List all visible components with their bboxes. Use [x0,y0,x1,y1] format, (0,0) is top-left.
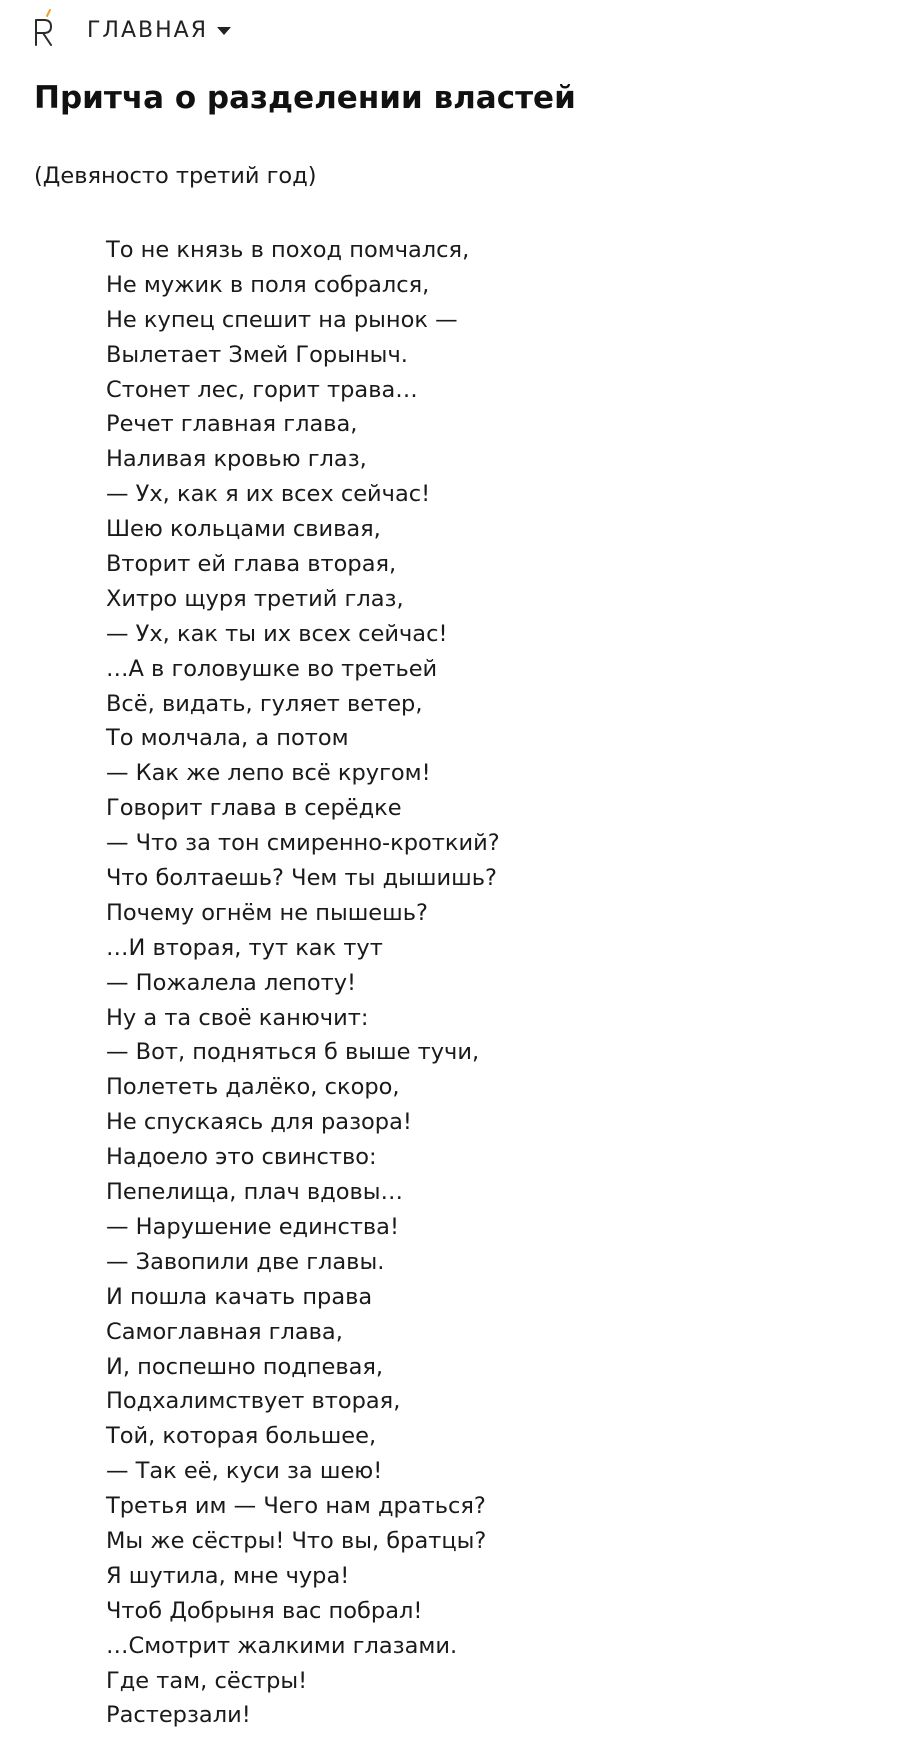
article-subtitle: (Девяносто третий год) [34,163,317,189]
poem-line: Не спускаясь для разора! [106,1109,412,1136]
poem-line: Говорит глава в серёдке [106,795,402,822]
poem-line: Наливая кровью глаз, [106,446,367,473]
site-logo[interactable] [33,8,59,46]
main-nav-dropdown[interactable] [87,14,231,46]
poem-line: — Ух, как я их всех сейчас! [106,481,431,508]
poem-line: Мы же сёстры! Что вы, братцы? [106,1527,487,1554]
poem-line: И пошла качать права [106,1283,373,1310]
poem-line: Чтоб Добрыня вас побрал! [106,1597,423,1624]
poem-line: Я шутила, мне чура! [106,1562,350,1589]
poem-line: Подхалимствует вторая, [106,1388,401,1415]
poem-line: Растерзали! [106,1702,251,1729]
poem-line: Не мужик в поля собрался, [106,271,430,298]
poem-line: Хитро щуря третий глаз, [106,585,404,612]
poem-line: …Смотрит жалкими глазами. [106,1632,458,1659]
poem-line: Пепелища, плач вдовы… [106,1179,404,1206]
poem-line: …И вторая, тут как тут [106,934,383,961]
poem-line: — Что за тон смиренно-кроткий? [106,830,500,857]
poem-line: Вылетает Змей Горыныч. [106,341,408,368]
poem-line: Ну а та своё канючит: [106,1004,369,1031]
poem-line: Всё, видать, гуляет ветер, [106,690,423,717]
poem-line: Не купец спешит на рынок — [106,306,458,333]
poem-line: — Так её, куси за шею! [106,1458,383,1485]
poem-line: — Ух, как ты их всех сейчас! [106,620,448,647]
poem-line: …А в головушке во третьей [106,655,438,682]
poem-line: То не князь в поход помчался, [106,237,470,263]
poem-line: Полететь далёко, скоро, [106,1074,400,1101]
poem-line: Речет главная глава, [106,411,358,438]
logo-accent-mark [47,10,50,16]
poem-line: — Пожалела лепоту! [106,969,357,996]
poem-text [106,233,500,1733]
poem-line: Стонет лес, горит трава… [106,376,418,403]
poem-line: Третья им — Чего нам драться? [106,1493,486,1520]
poem-line: Что болтаешь? Чем ты дышишь? [106,865,497,892]
poem-line: Шею кольцами свивая, [106,516,381,543]
main-nav-label: ГЛАВНАЯ [87,17,208,43]
poem-line: Надоело это свинство: [106,1144,377,1171]
poem-line: Где там, сёстры! [106,1667,308,1694]
page-title: Притча о разделении властей [34,80,576,116]
poem-line: — Нарушение единства! [106,1213,399,1240]
poem-line: Вторит ей глава вторая, [106,551,397,578]
poem-line: — Завопили две главы. [106,1248,385,1275]
poem-line: Почему огнём не пышешь? [106,899,428,926]
poem-line: — Вот, подняться б выше тучи, [106,1039,480,1066]
poem-line: То молчала, а потом [106,725,349,752]
poem-line: — Как же лепо всё кругом! [106,760,431,787]
caret-down-icon [217,27,231,35]
top-navigation-bar [0,0,909,60]
logo-r-icon [33,8,59,46]
poem-line: Той, которая большее, [106,1423,377,1450]
poem-line: Самоглавная глава, [106,1318,343,1345]
poem-line: И, поспешно подпевая, [106,1353,384,1380]
